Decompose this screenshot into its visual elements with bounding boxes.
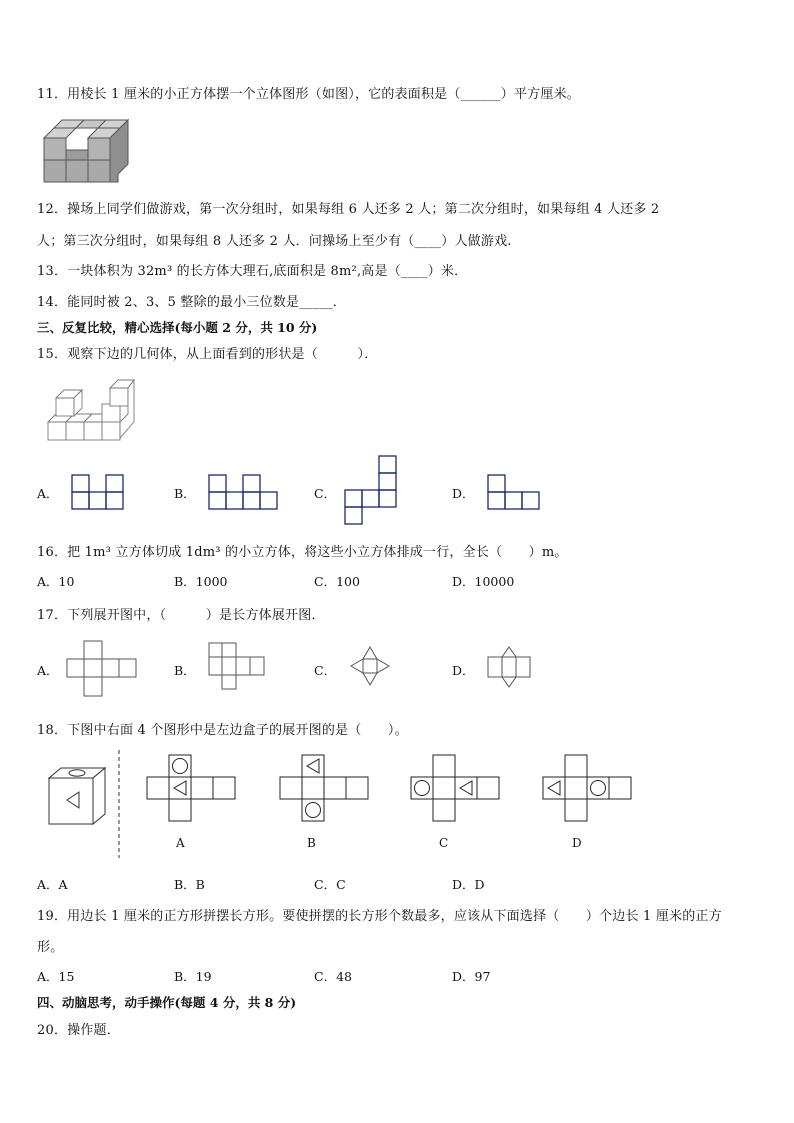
q19-option-a[interactable]: A．15 <box>37 969 75 984</box>
q15-option-a[interactable]: A． <box>37 486 59 501</box>
q17-option-b[interactable]: B． <box>174 663 196 678</box>
question-12-line-1: 12．操场上同学们做游戏，第一次分组时，如果每组 6 人还多 2 人；第二次分组时，如果每组 4 人还多 2 <box>37 202 660 217</box>
q15-option-b[interactable]: B． <box>174 486 196 501</box>
q18-option-b[interactable]: B．B <box>174 877 205 892</box>
q17-option-c[interactable]: C． <box>314 663 337 678</box>
q18-net-a <box>146 754 238 824</box>
q15-option-d[interactable]: D． <box>452 486 475 501</box>
question-14: 14．能同时被 2、3、5 整除的最小三位数是_____． <box>37 295 346 310</box>
q15-solid-figure <box>46 378 132 442</box>
q15-option-c-figure <box>344 455 400 527</box>
q18-net-c <box>410 754 502 824</box>
q18-net-d-label: D <box>572 836 582 850</box>
q16-option-c[interactable]: C．100 <box>314 574 360 589</box>
question-18: 18．下图中右面 4 个图形中是左边盒子的展开图的是（ ）。 <box>37 723 408 738</box>
q18-net-b-label: B <box>307 836 316 850</box>
q16-option-a[interactable]: A．10 <box>37 574 75 589</box>
q18-dashed-divider <box>117 750 121 858</box>
q17-option-b-net <box>208 642 268 692</box>
q18-net-a-label: A <box>176 836 185 850</box>
q17-option-a[interactable]: A． <box>37 663 59 678</box>
question-16: 16．把 1m³ 立方体切成 1dm³ 的小立方体，将这些小立方体排成一行，全长（ ）m。 <box>37 545 568 560</box>
q17-option-d[interactable]: D． <box>452 663 475 678</box>
q18-net-d <box>542 754 634 824</box>
q18-net-b <box>279 754 371 824</box>
question-15: 15．观察下边的几何体，从上面看到的形状是（ ）． <box>37 347 378 362</box>
q18-option-c[interactable]: C．C <box>314 877 346 892</box>
question-20: 20．操作题． <box>37 1023 120 1038</box>
section-4-heading: 四、动脑思考，动手操作(每题 4 分，共 8 分) <box>37 995 297 1010</box>
question-17: 17．下列展开图中，（ ）是长方体展开图． <box>37 608 325 623</box>
q15-option-b-figure <box>208 474 280 510</box>
q16-option-b[interactable]: B．1000 <box>174 574 228 589</box>
q15-option-d-figure <box>487 474 543 510</box>
section-3-heading: 三、反复比较，精心选择(每小题 2 分，共 10 分) <box>37 320 318 335</box>
q16-option-d[interactable]: D．10000 <box>452 574 515 589</box>
q19-option-b[interactable]: B．19 <box>174 969 212 984</box>
q17-option-c-net <box>349 645 393 689</box>
question-19-line-1: 19．用边长 1 厘米的正方形拼摆长方形。要使拼摆的长方形个数最多，应该从下面选择（ ）个边长 1 厘米的正方 <box>37 909 722 924</box>
q18-option-d[interactable]: D．D <box>452 877 485 892</box>
question-12-line-2: 人；第三次分组时，如果每组 8 人还多 2 人．问操场上至少有（____）人做游戏. <box>37 234 512 249</box>
q15-option-a-figure <box>71 474 125 510</box>
q11-cube-figure <box>44 114 132 184</box>
question-19-line-2: 形。 <box>37 940 64 955</box>
q17-option-d-net <box>487 645 533 691</box>
q19-option-d[interactable]: D．97 <box>452 969 491 984</box>
question-11: 11．用棱长 1 厘米的小正方体摆一个立体图形（如图），它的表面积是（______）平方厘米。 <box>37 87 580 102</box>
q18-option-a[interactable]: A．A <box>37 877 68 892</box>
q19-option-c[interactable]: C．48 <box>314 969 352 984</box>
q15-option-c[interactable]: C． <box>314 486 337 501</box>
q18-net-c-label: C <box>439 836 449 850</box>
q17-option-a-net <box>66 640 138 700</box>
q18-box-figure <box>47 766 107 828</box>
question-13: 13．一块体积为 32m³ 的长方体大理石,底面积是 8m²,高是（____）米． <box>37 264 468 279</box>
